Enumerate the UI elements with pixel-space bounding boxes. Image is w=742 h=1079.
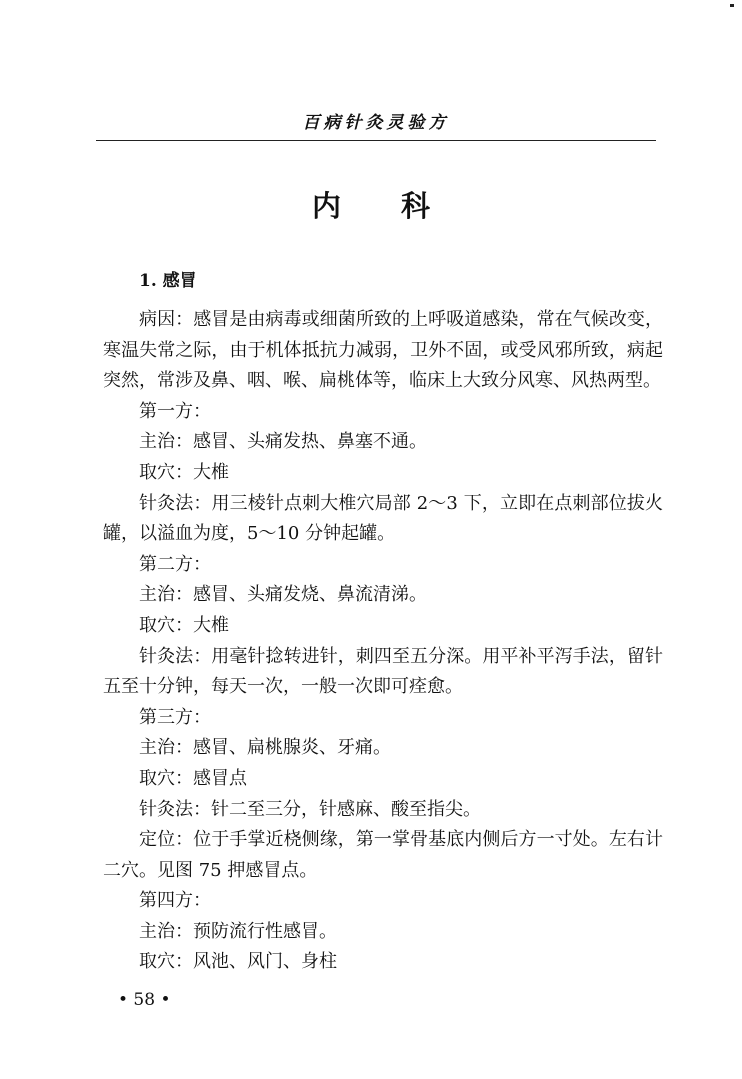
location-paragraph: 定位：位于手掌近桡侧缘，第一掌骨基底内侧后方一寸处。左右计二穴。见图 75 押感冒点。 <box>103 829 663 881</box>
chapter-title <box>0 184 742 225</box>
acupoint-line: 取穴：感冒点 <box>139 767 247 789</box>
acupoint-line: 取穴：大椎 <box>139 461 229 483</box>
chapter-title-part1: 内 <box>311 189 341 223</box>
indication-line: 主治：感冒、头痛发热、鼻塞不通。 <box>139 431 427 453</box>
acupoint-line: 取穴：风池、风门、身柱 <box>139 951 337 973</box>
prescription-heading: 第四方： <box>139 890 211 912</box>
method-paragraph: 针灸法：用三棱针点刺大椎穴局部 2～3 下，立即在点刺部位拔火罐，以溢血为度，5～10 分钟起罐。 <box>103 492 663 545</box>
prescription-heading: 第三方： <box>139 706 211 728</box>
indication-line: 主治：预防流行性感冒。 <box>139 920 337 942</box>
running-head: 百病针灸灵验方 <box>302 113 450 133</box>
body-text <box>103 305 663 978</box>
section-heading: 1. 感冒 <box>139 271 197 291</box>
header-rule <box>96 140 656 141</box>
scan-mark <box>730 4 734 7</box>
prescription-heading: 第一方： <box>139 400 211 422</box>
acupoint-line: 取穴：大椎 <box>139 614 229 636</box>
page-number: • 58 • <box>118 990 171 1010</box>
chapter-title-part2: 科 <box>401 189 431 223</box>
indication-line: 主治：感冒、头痛发烧、鼻流清涕。 <box>139 584 427 606</box>
paragraph-cause: 病因：感冒是由病毒或细菌所致的上呼吸道感染，常在气候改变，寒温失常之际，由于机体抵抗力减弱，卫外不固，或受风邪所致，病起突然，常涉及鼻、咽、喉、扁桃体等，临床上大致分风寒、风热两型。 <box>103 309 663 392</box>
indication-line: 主治：感冒、扁桃腺炎、牙痛。 <box>139 737 391 759</box>
prescription-heading: 第二方： <box>139 553 211 575</box>
method-paragraph: 针灸法：用毫针捻转进针，刺四至五分深。用平补平泻手法，留针五至十分钟，每天一次，一般一次即可痊愈。 <box>103 645 663 698</box>
method-paragraph: 针灸法：针二至三分，针感麻、酸至指尖。 <box>139 798 481 820</box>
